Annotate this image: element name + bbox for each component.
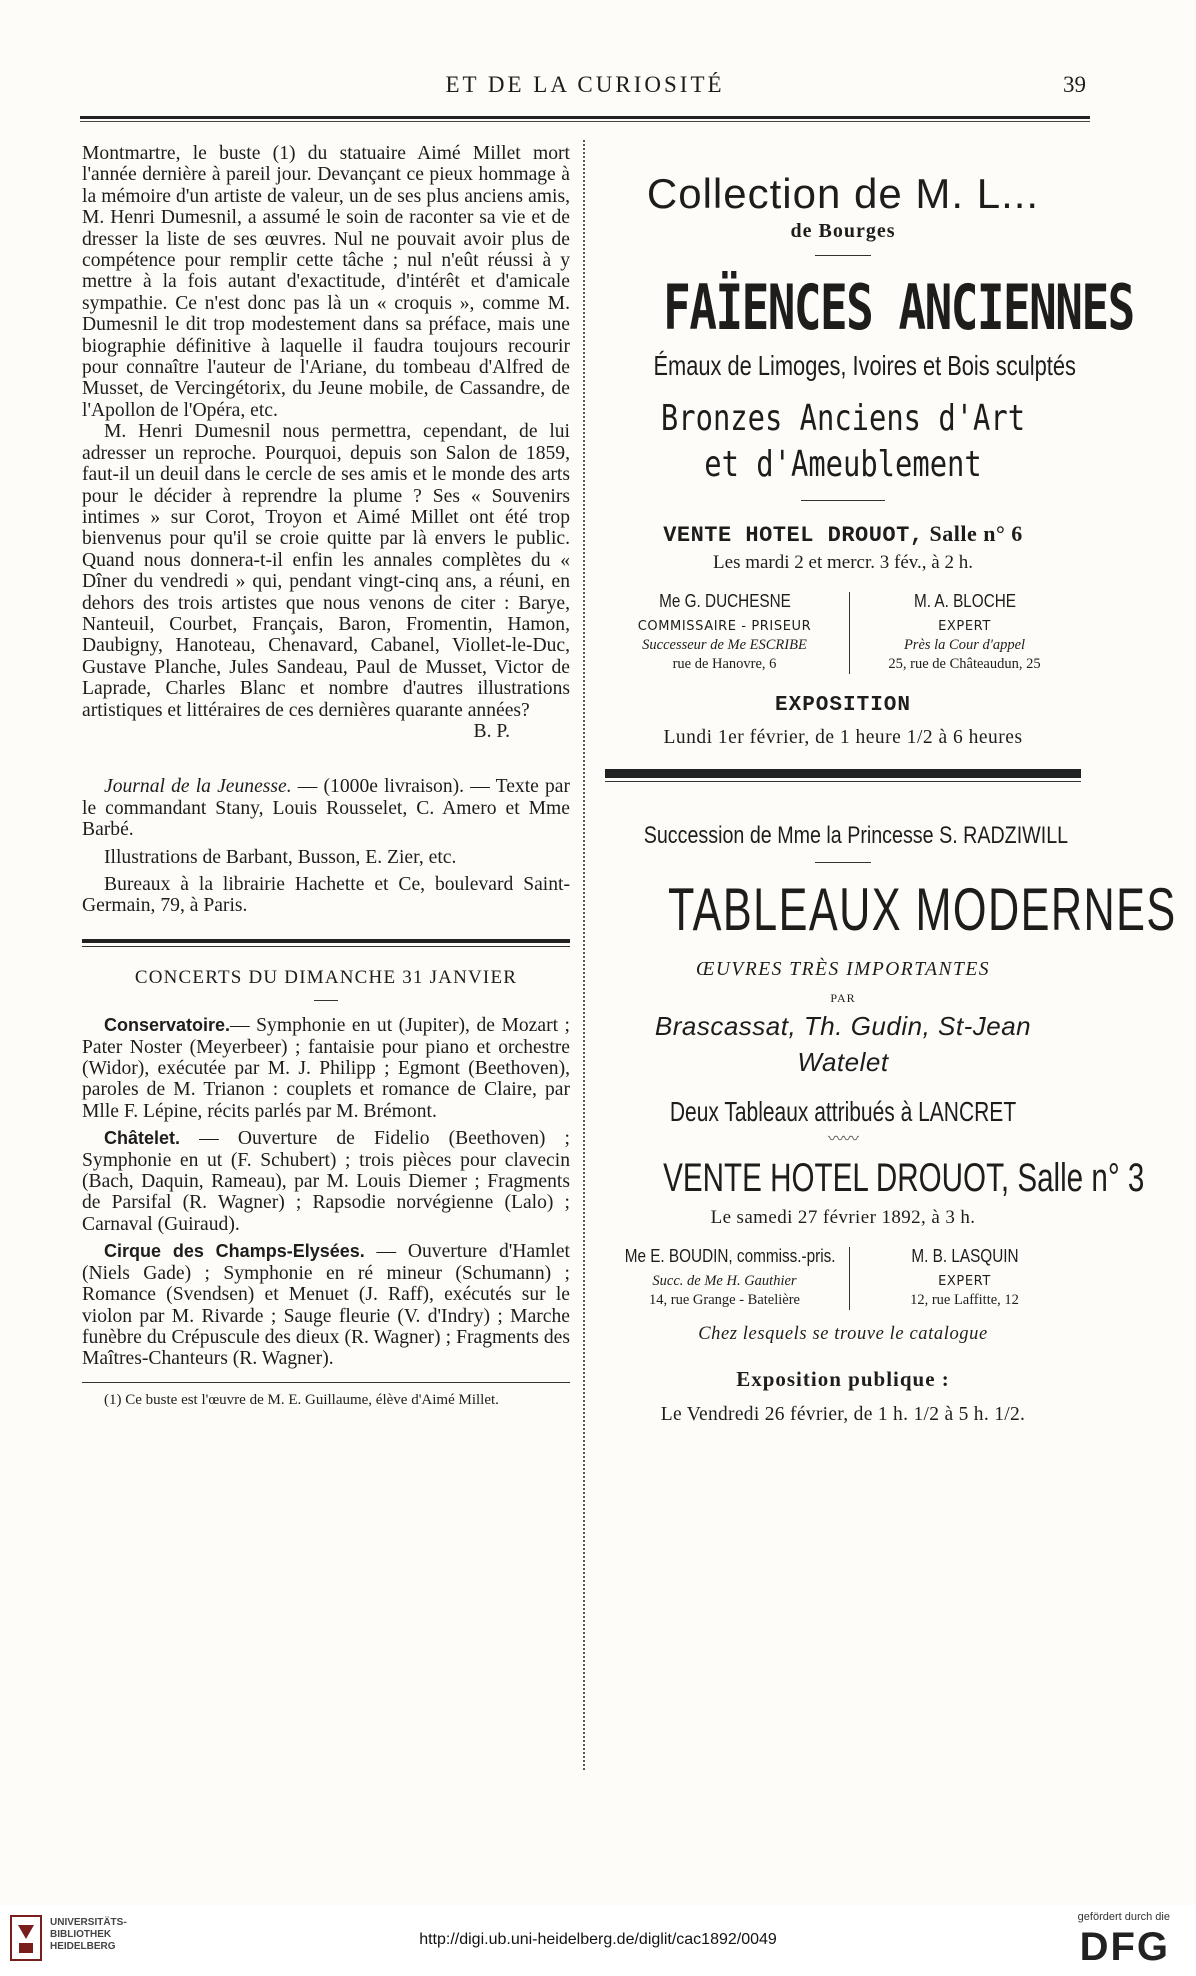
article-signature: B. P. (473, 720, 510, 742)
page-number: 39 (1063, 72, 1086, 97)
dfg-logo: DFG (1079, 1925, 1170, 1969)
running-title: ET DE LA CURIOSITÉ (445, 72, 725, 97)
agent-right-name: M. A. BLOCHE (913, 591, 1016, 611)
ad-short-rule-2 (801, 500, 885, 501)
advertisement-collection (600, 170, 1134, 749)
library-name-line-3: HEIDELBERG (50, 1941, 116, 1952)
ad-short-rule-3 (815, 862, 871, 863)
ad-painters-line-2: Watelet (797, 1047, 889, 1077)
ad-bronzes-line-1: Bronzes Anciens d'Art (660, 398, 1026, 439)
program-cirque: — Ouverture d'Hamlet (Niels Gade) ; Symphonie en ré mineur (Schumann) ; Romance (Svendsen) et Menuet (J. Raff), exécutés sur le violon par M. Rivarde ; Sauge fleurie (V. d'Indry) ; Marche funèbre du Crépuscule des dieux (R. Wagner) ; Fragments des Maîtres-Chanteurs (R. Wagner). (82, 1241, 570, 1370)
venue-conservatoire: Conservatoire. (104, 1015, 231, 1036)
concert-conservatoire (82, 1015, 570, 1122)
ad-bronzes-line-2: et d'Ameublement (704, 444, 982, 485)
ad-tableaux-heading: TABLEAUX MODERNES (668, 876, 1177, 943)
agent-right-court: Près la Cour d'appel (903, 637, 1026, 653)
journal-bureaux: Bureaux à la librairie Hachette et Ce, boulevard Saint-Germain, 79, à Paris. (82, 874, 570, 917)
ad-vente-line (600, 521, 1086, 548)
header-rule-thin (80, 121, 1090, 122)
ad-par: PAR (830, 991, 856, 1005)
agent-left-successor: Successeur de Me ESCRIBE (642, 637, 807, 653)
ad2-exposition-title: Exposition publique : (736, 1367, 950, 1391)
ad-faiences-heading: FAÏENCES ANCIENNES (663, 271, 1134, 344)
ad-catalogue-note: Chez lesquels se trouve le catalogue (698, 1324, 988, 1344)
venue-cirque: Cirque des Champs-Elysées. (104, 1241, 365, 1262)
ad-collection-title: Collection de M. L... (646, 170, 1040, 217)
right-column (600, 170, 1177, 1426)
header-rule (80, 116, 1090, 119)
ad-vente-heading: VENTE HOTEL DROUOT, Salle n° 3 (663, 1156, 1145, 1200)
footnote-rule (82, 1382, 570, 1383)
ad-exposition-title: EXPOSITION (774, 694, 912, 717)
ad-short-rule (815, 255, 871, 256)
ad-collection-origin: de Bourges (790, 220, 896, 242)
ad2-agents (600, 1247, 1086, 1310)
source-url[interactable]: http://digi.ub.uni-heidelberg.de/diglit/cac1892/0049 (419, 1931, 777, 1948)
library-name-line-2: BIBLIOTHEK (50, 1929, 112, 1940)
ad-separator-thick (605, 769, 1081, 778)
program-chatelet: — Ouverture de Fidelio (Beethoven) ; Symphonie en ut (F. Schubert) ; trois pièces pour clavecin (Bach, Daquin, Rameau), par M. Louis Diemer ; Fragments de Parsifal (R. Wagner) ; Rapsodie norvégienne (Lalo) ; Carnaval (Guiraud). (82, 1128, 570, 1235)
left-column (82, 143, 570, 1409)
program-conservatoire: — Symphonie en ut (Jupiter), de Mozart ; Pater Noster (Meyerbeer) ; fantaisie pour piano et orchestre (Widor), exécutée par M. J. Philipp ; Egmont (Beethoven), paroles de M. Trianon : couplets et romance de Claire, par Mlle F. Lépine, récits parlés par M. Brémont. (82, 1015, 570, 1122)
concert-cirque (82, 1241, 570, 1369)
ad-vente-salle: Salle n° 6 (929, 521, 1023, 546)
ad-agent-right (849, 592, 1080, 674)
agent2-left-address: 14, rue Grange - Batelière (649, 1292, 800, 1308)
ad-vente-date: Le samedi 27 février 1892, à 3 h. (710, 1207, 976, 1228)
ad2-agent-right (849, 1247, 1080, 1310)
ad-separator-thin (605, 781, 1081, 782)
journal-title: Journal de la Jeunesse. (104, 776, 292, 798)
ad2-exposition-date: Le Vendredi 26 février, de 1 h. 1/2 à 5 h. 1/2. (660, 1404, 1026, 1425)
agent-left-address: rue de Hanovre, 6 (672, 656, 777, 672)
running-header (80, 66, 1090, 110)
ad2-agent-left (607, 1247, 849, 1310)
agent2-left-name: Me E. BOUDIN, commiss.-pris. (624, 1246, 836, 1266)
agent2-right-name: M. B. LASQUIN (910, 1246, 1019, 1266)
library-name-line-1: UNIVERSITÄTS- (50, 1917, 127, 1928)
concerts-heading: CONCERTS DU DIMANCHE 31 JANVIER (134, 966, 518, 988)
section-rule-thin (82, 946, 570, 947)
agent2-left-successor: Succ. de Me H. Gauthier (652, 1273, 797, 1289)
agent-left-role: COMMISSAIRE - PRISEUR (637, 619, 812, 634)
ad-painters-line-1: Brascassat, Th. Gudin, St-Jean (654, 1011, 1032, 1041)
ad-vente-label: VENTE HOTEL DROUOT, (663, 523, 924, 548)
agent-right-role: EXPERT (938, 619, 991, 634)
advertisement-radziwill (600, 822, 1177, 1426)
digitization-footer (0, 1905, 1196, 1976)
section-rule (82, 939, 570, 943)
journal-illustrations: Illustrations de Barbant, Busson, E. Zier, etc. (104, 846, 457, 868)
article-paragraph-2: M. Henri Dumesnil nous permettra, cependant, de lui adresser un reproche. Pourquoi, depuis son Salon de 1859, faut-il un deuil dans le cercle de ses amis et le monde des arts pour le décider à reprendre la plume ? Ses « Souvenirs intimes » sur Corot, Troyon et Aimé Millet ont été trop bienvenus pour qu'il se croie quitte par là envers le public. Quand nous donnera-t-il enfin les annales complètes du « Dîner du vendredi » qui, pendant vingt-cinq ans, a réuni, en dehors des trois artistes que nous venons de citer : Barye, Nanteuil, Courbet, Français, Baron, Fromentin, Hamon, Daubigny, Hanoteau, Chenavard, Cabanel, Viollet-le-Duc, Gustave Planche, Jules Sandeau, Paul de Musset, Victor de Laprade, Charles Blanc et nombre d'autres illustrations artistiques et littéraires de ces dernières quarante années? (82, 421, 570, 721)
agent-left-name: Me G. DUCHESNE (658, 591, 791, 611)
ad-ornament: 〰〰 (827, 1131, 858, 1148)
ad-exposition-date: Lundi 1er février, de 1 heure 1/2 à 6 heures (663, 727, 1023, 748)
ad-agents (600, 592, 1086, 674)
funding-caption: gefördert durch die (1077, 1911, 1170, 1923)
ad-oeuvres-line: ŒUVRES TRÈS IMPORTANTES (695, 959, 991, 980)
ad-vente-dates: Les mardi 2 et mercr. 3 fév., à 2 h. (713, 552, 973, 573)
article-paragraph-1: Montmartre, le buste (1) du statuaire Aimé Millet mort l'année dernière à pareil jour. Devançant ce pieux hommage à la mémoire d'un artiste de valeur, un de ses plus anciens amis, M. Henri Dumesnil, a assumé le soin de raconter sa vie et de dresser la liste de ses œuvres. Nul ne pouvait avoir plus de compétence pour remplir cette tâche ; nul n'eût réussi à y mettre à la fois autant d'exactitude, d'intérêt et d'amicale sympathie. Ce n'est donc pas là un « croquis », comme M. Dumesnil le dit trop modestement dans sa préface, mais une biographie définitive à laquelle il faudra toujours recourir pour connaître l'auteur de l'Ariane, du tombeau d'Alfred de Musset, de Vercingétorix, du Jeune mobile, de Cassandre, de l'Apollon de l'Opéra, etc. (82, 143, 570, 421)
concert-chatelet (82, 1128, 570, 1235)
ad-lancret-line: Deux Tableaux attribués à LANCRET (669, 1096, 1017, 1127)
ad-emaux-line: Émaux de Limoges, Ivoires et Bois sculptés (653, 350, 1076, 381)
ad-agent-left (607, 592, 849, 674)
footnote: (1) Ce buste est l'œuvre de M. E. Guillaume, élève d'Aimé Millet. (104, 1391, 499, 1408)
agent2-right-role: EXPERT (938, 1274, 991, 1289)
column-divider (583, 140, 585, 1770)
journal-details: — (1000e livraison). — Texte par le commandant Stany, Louis Rousselet, C. Amero et Mme Barbé. (82, 776, 570, 841)
ad-succession-line: Succession de Mme la Princesse S. RADZIWILL (643, 822, 1069, 849)
agent-right-address: 25, rue de Châteaudun, 25 (888, 656, 1041, 672)
journal-notice (82, 776, 570, 840)
agent2-right-address: 12, rue Laffitte, 12 (910, 1292, 1019, 1308)
heading-dash (314, 1000, 338, 1001)
venue-chatelet: Châtelet. (104, 1128, 181, 1149)
